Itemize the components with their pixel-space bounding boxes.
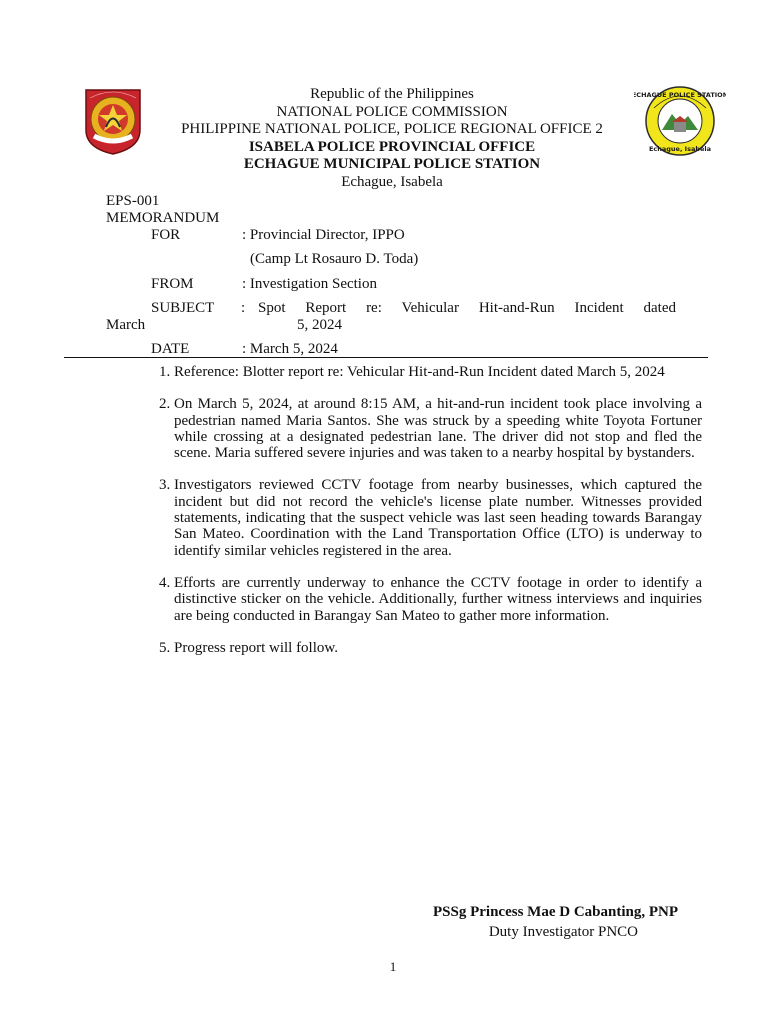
list-item: 2. On March 5, 2024, at around 8:15 AM, a hit-and-run incident took place involving a pedestrian named Maria Santos. She was struck by a speeding white Toyota Fortuner while crossing at a designated pedestrian lane. The driver did not stop and fled the scene. Maria suffered severe injuries and was taken to a nearby hospital by bystanders. [174, 396, 702, 461]
memo-code: EPS-001 [106, 193, 160, 209]
list-item: 1. Reference: Blotter report re: Vehicular Hit-and-Run Incident dated March 5, 2024 [174, 364, 702, 380]
header-pnp-pro2: PHILIPPINE NATIONAL POLICE, POLICE REGIONAL OFFICE 2 [181, 121, 603, 137]
for-value-2: (Camp Lt Rosauro D. Toda) [250, 251, 419, 267]
page-number: 1 [389, 959, 397, 974]
for-label: FOR [151, 227, 181, 243]
for-value: : Provincial Director, IPPO [242, 227, 405, 243]
subject-value: Spot Report re: Vehicular Hit-and-Run Incident dated [258, 300, 676, 316]
signatory-title: Duty Investigator PNCO [488, 924, 638, 940]
memo-body-list [148, 364, 702, 672]
date-label: DATE [151, 341, 190, 357]
header-ippo: ISABELA POLICE PROVINCIAL OFFICE [248, 138, 536, 155]
subject-continued-right: 5, 2024 [297, 317, 342, 333]
letterhead [100, 86, 684, 191]
signatory-name: PSSg Princess Mae D Cabanting, PNP [433, 904, 678, 920]
header-divider [64, 357, 708, 358]
list-item: 5. Progress report will follow. [174, 640, 702, 656]
header-location: Echague, Isabela [341, 173, 443, 190]
header-republic: Republic of the Philippines [310, 86, 474, 102]
subject-continued-left: March [106, 317, 146, 333]
list-item: 4. Efforts are currently underway to enhance the CCTV footage in order to identify a distinctive sticker on the vehicle. Additionally, further witness interviews and inquiries are being conducted in Barangay San Mateo to gather more information. [174, 575, 702, 624]
header-napolcom: NATIONAL POLICE COMMISSION [276, 103, 508, 120]
svg-text:ECHAGUE POLICE STATION: ECHAGUE POLICE STATION [634, 91, 726, 99]
svg-text:Echague, Isabela: Echague, Isabela [648, 145, 712, 153]
header-echague-mps: ECHAGUE MUNICIPAL POLICE STATION [243, 156, 541, 172]
subject-colon: : [241, 300, 246, 316]
from-label: FROM [151, 276, 194, 292]
list-item: 3. Investigators reviewed CCTV footage from nearby businesses, which captured the incident but did not record the vehicle's license plate number. Witnesses provided statements, indicating that the suspect vehicle was last seen heading towards Barangay San Mateo. Coordination with the Land Transportation Office (LTO) is underway to identify similar vehicles registered in the area. [174, 477, 702, 558]
from-value: : Investigation Section [242, 276, 377, 292]
memo-type: MEMORANDUM [106, 210, 220, 226]
date-value: : March 5, 2024 [242, 341, 338, 357]
subject-label: SUBJECT [151, 300, 215, 316]
signature-block [388, 902, 678, 942]
